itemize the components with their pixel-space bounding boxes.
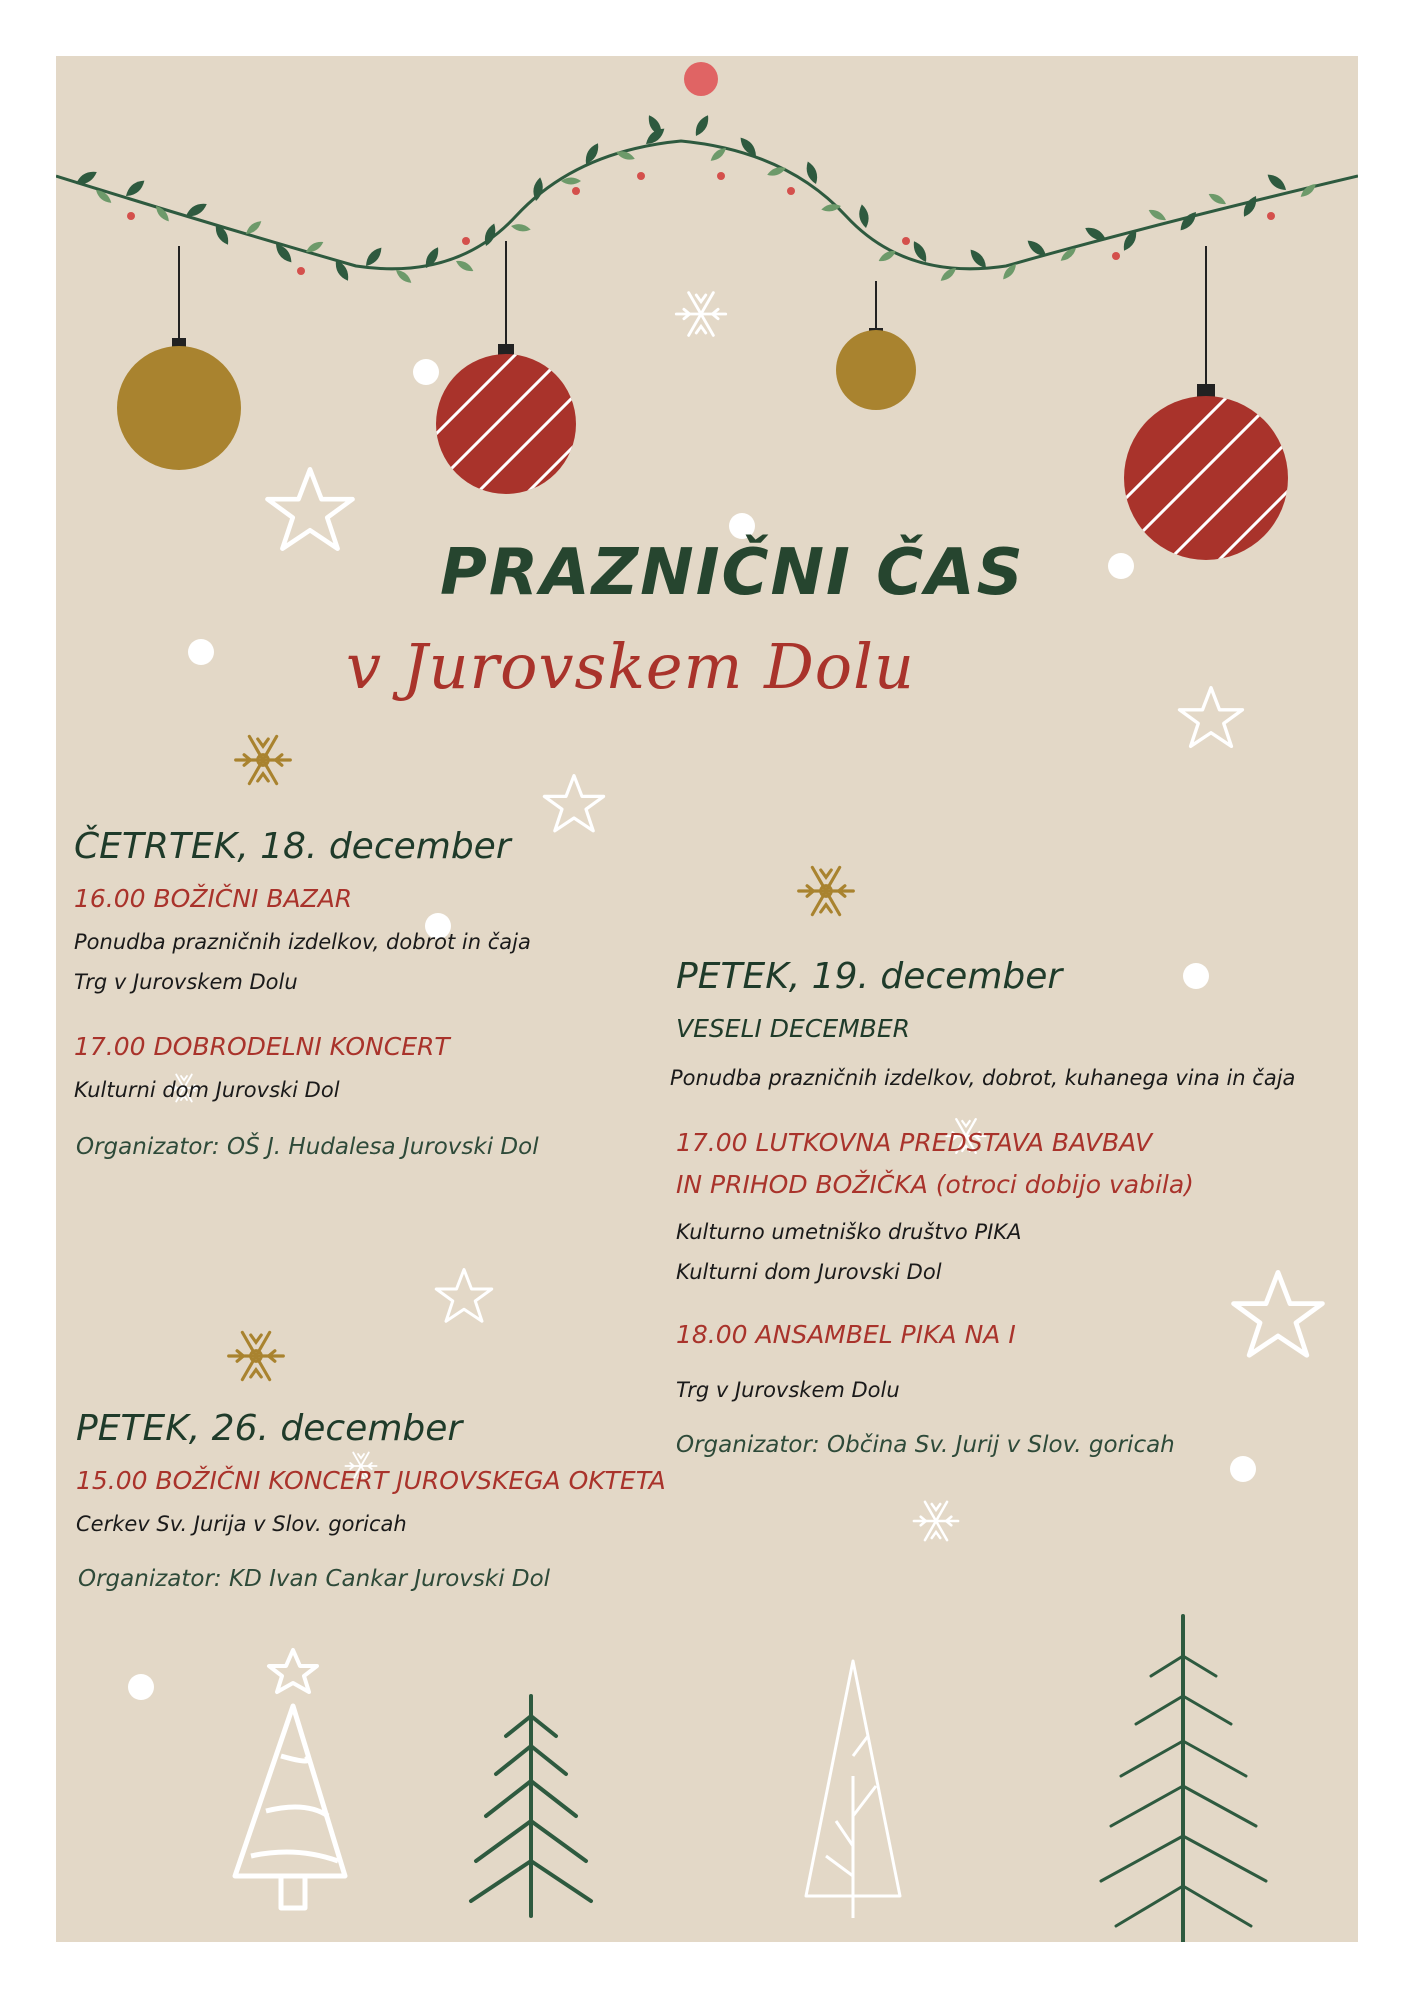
day3-event1-title: 15.00 BOŽIČNI KONCERT JUROVSKEGA OKTETA xyxy=(76,1466,666,1495)
day2-event3-line1: Trg v Jurovskem Dolu xyxy=(676,1378,900,1402)
day2-event3-title: 18.00 ANSAMBEL PIKA NA I xyxy=(676,1320,1016,1349)
day2-event2-line1: Kulturno umetniško društvo PIKA xyxy=(676,1220,1022,1244)
day1-event2-line1: Kulturni dom Jurovski Dol xyxy=(74,1078,340,1102)
day3-event1-line1: Cerkev Sv. Jurija v Slov. goricah xyxy=(76,1512,407,1536)
decorations xyxy=(56,56,1358,1942)
day2-heading: PETEK, 19. december xyxy=(676,956,1063,997)
day1-event1-line2: Trg v Jurovskem Dolu xyxy=(74,970,298,994)
poster xyxy=(56,56,1358,1942)
day3-heading: PETEK, 26. december xyxy=(76,1408,463,1449)
poster-title: PRAZNIČNI ČAS xyxy=(440,536,1025,610)
trees-decoration xyxy=(235,1616,1266,1942)
snowflakes-decoration xyxy=(168,293,985,1541)
garland-decoration xyxy=(56,62,1358,286)
poster-subtitle: v Jurovskem Dolu xyxy=(346,630,915,703)
day1-heading: ČETRTEK, 18. december xyxy=(74,826,511,867)
day2-event2-title-line2: IN PRIHOD BOŽIČKA (otroci dobijo vabila) xyxy=(676,1170,1194,1199)
day2-organizer: Organizator: Občina Sv. Jurij v Slov. goricah xyxy=(676,1432,1175,1458)
day1-organizer: Organizator: OŠ J. Hudalesa Jurovski Dol xyxy=(76,1134,539,1160)
day1-event1-line1: Ponudba prazničnih izdelkov, dobrot in čaja xyxy=(74,930,531,954)
day2-event1-line1: Ponudba prazničnih izdelkov, dobrot, kuhanega vina in čaja xyxy=(670,1066,1296,1090)
day3-organizer: Organizator: KD Ivan Cankar Jurovski Dol xyxy=(78,1566,551,1592)
day2-event2-title-line1: 17.00 LUTKOVNA PREDSTAVA BAVBAV xyxy=(676,1128,1153,1157)
day1-event1-title: 16.00 BOŽIČNI BAZAR xyxy=(74,884,353,913)
day2-event1-title: VESELI DECEMBER xyxy=(676,1014,910,1043)
day2-event2-line2: Kulturni dom Jurovski Dol xyxy=(676,1260,942,1284)
day1-event2-title: 17.00 DOBRODELNI KONCERT xyxy=(74,1032,450,1061)
